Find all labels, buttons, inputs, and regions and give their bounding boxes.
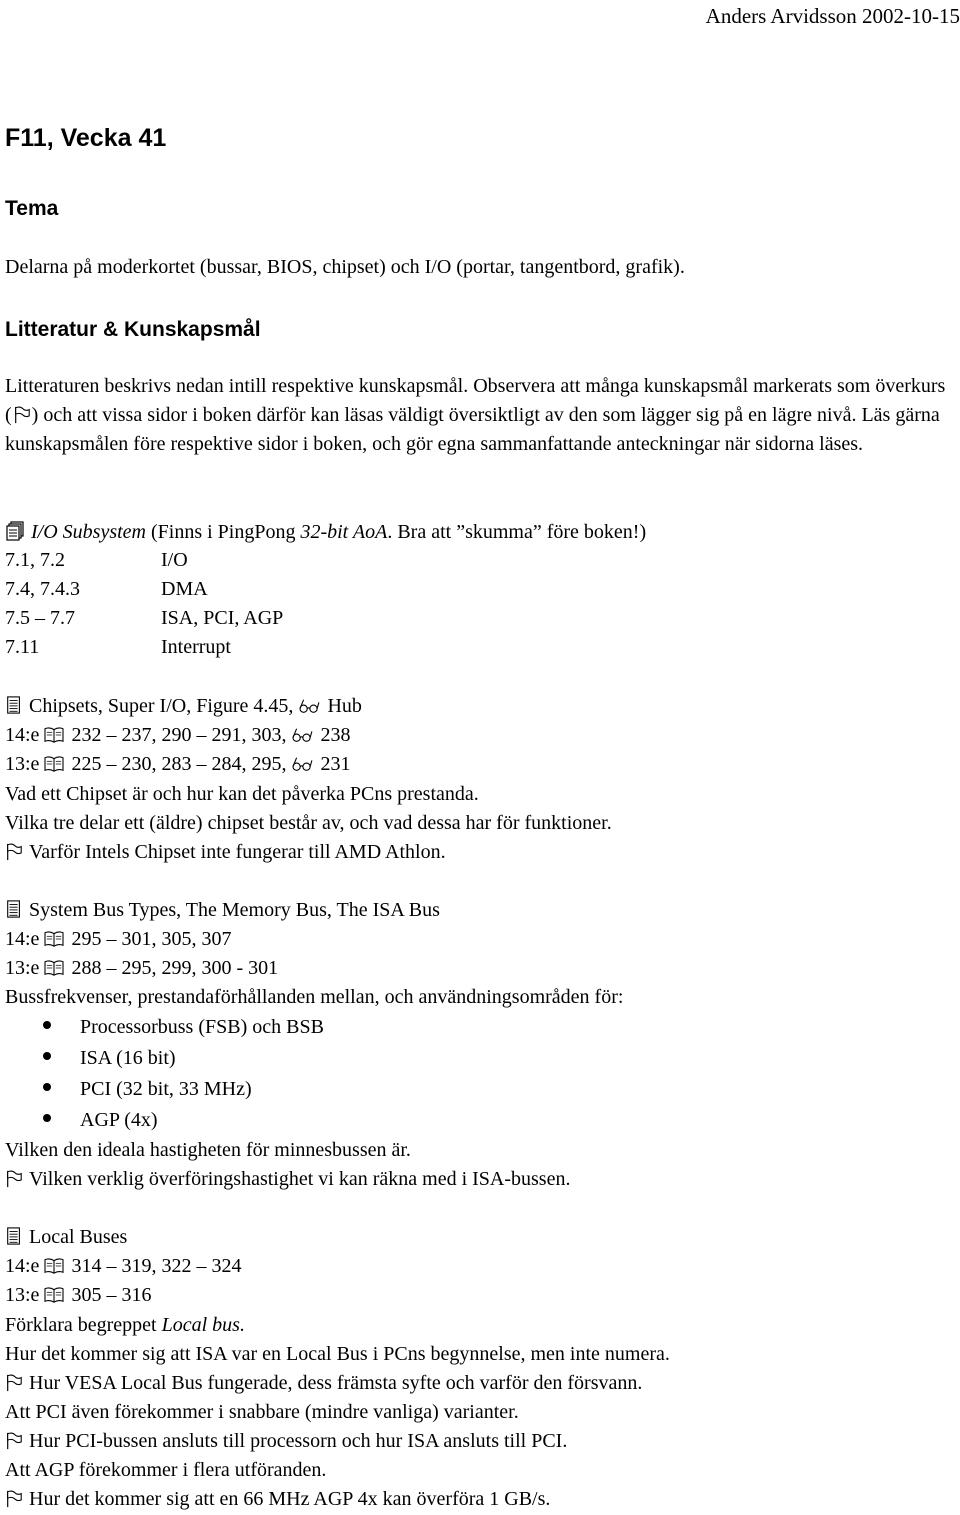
pages-icon [5,521,25,541]
local-buses-line: Hur det kommer sig att ISA var en Local Bus i PCns begynnelse, men inte numera. [5,1343,670,1365]
litteratur-text-1: Litteraturen beskrivs nedan intill respektive kunskapsmål. Observera att många kunskapsmål markerats som överkurs ( [5,375,946,426]
tema-heading: Tema [5,197,59,220]
bullet-item [43,1109,158,1132]
io-row [5,548,188,572]
advanced-text: Hur VESA Local Bus fungerade, dess främsta syfte och varför den försvann. [29,1372,643,1394]
local-buses-line: Att PCI även förekommer i snabbare (mindre vanliga) varianter. [5,1401,519,1423]
book-icon [43,726,65,744]
header-author-date: Anders Arvidsson 2002-10-15 [705,4,960,28]
io-row [5,606,284,630]
local-buses-advanced [5,1371,642,1395]
edition-label: 14:e [5,928,40,950]
local-buses-title-text: Local Buses [29,1226,128,1248]
system-bus-edition-14 [5,927,231,951]
book-icon [43,755,65,773]
litteratur-heading: Litteratur & Kunskapsmål [5,318,261,341]
system-bus-title [5,898,440,922]
local-buses-edition-14 [5,1254,241,1278]
page-title: F11, Vecka 41 [5,124,167,152]
edition-label: 14:e [5,1255,40,1277]
glasses-icon [298,697,320,715]
io-row-topic: ISA, PCI, AGP [161,607,284,629]
book-icon [43,1286,65,1304]
io-row-ref: 7.5 – 7.7 [5,607,75,629]
local-buses-line [5,1313,245,1337]
io-title-rest1: (Finns i PingPong [145,521,301,543]
chipsets-advanced [5,840,446,864]
edition-pages: 295 – 301, 305, 307 [71,928,232,950]
flag-icon [5,1432,23,1450]
chipsets-title [5,694,362,718]
local-buses-edition-13 [5,1283,151,1307]
system-bus-advanced [5,1167,570,1191]
edition-pages: 288 – 295, 299, 300 - 301 [71,957,279,979]
chipsets-line: Vad ett Chipset är och hur kan det påverka PCns prestanda. [5,783,479,805]
edition-pages-extra: 238 [315,724,351,746]
io-title-rest2: . Bra att ”skumma” före boken!) [387,521,647,543]
bullet-dot [43,1114,51,1122]
io-row-topic: Interrupt [161,636,231,658]
edition-pages: 232 – 237, 290 – 291, 303, [71,724,292,746]
bullet-dot [43,1083,51,1091]
edition-pages: 225 – 230, 283 – 284, 295, [71,753,292,775]
chipsets-title-2: Hub [322,695,362,717]
chipsets-edition-14 [5,723,350,747]
bullet-dot [43,1052,51,1060]
chipsets-edition-13 [5,752,350,776]
edition-pages-extra: 231 [315,753,351,775]
advanced-text: Vilken verklig överföringshastighet vi kan räkna med i ISA-bussen. [29,1168,571,1190]
io-title-italic: I/O Subsystem [31,521,146,543]
local-buses-line1-italic: Local bus. [161,1314,245,1336]
document-icon [5,695,23,715]
io-row-topic: DMA [161,578,208,600]
bullet-text: AGP (4x) [80,1109,158,1131]
edition-pages: 305 – 316 [71,1284,152,1306]
io-row [5,635,231,659]
flag-icon [5,1490,23,1508]
flag-icon [13,406,31,424]
litteratur-paragraph [5,372,955,459]
local-buses-line: Att AGP förekommer i flera utföranden. [5,1459,327,1481]
system-bus-edition-13 [5,956,278,980]
local-buses-line1-text: Förklara begreppet [5,1314,162,1336]
glasses-icon [291,726,313,744]
io-row-topic: I/O [161,549,188,571]
advanced-text: Varför Intels Chipset inte fungerar till AMD Athlon. [29,841,446,863]
edition-label: 14:e [5,724,40,746]
local-buses-advanced [5,1429,567,1453]
system-bus-intro: Bussfrekvenser, prestandaförhållanden mellan, och användningsområden för: [5,986,624,1008]
bullet-text: Processorbuss (FSB) och BSB [80,1016,324,1038]
tema-text: Delarna på moderkortet (bussar, BIOS, chipset) och I/O (portar, tangentbord, grafik). [5,256,685,278]
io-row-ref: 7.1, 7.2 [5,549,65,571]
chipsets-title-1: Chipsets, Super I/O, Figure 4.45, [29,695,299,717]
edition-label: 13:e [5,753,40,775]
flag-icon [5,1170,23,1188]
book-icon [43,959,65,977]
bullet-item [43,1016,324,1039]
book-icon [43,1257,65,1275]
bullet-item [43,1078,252,1101]
io-title-italic2: 32-bit AoA [300,521,388,543]
edition-label: 13:e [5,957,40,979]
io-row-ref: 7.11 [5,636,40,658]
bullet-item [43,1047,176,1070]
glasses-icon [291,755,313,773]
system-bus-line: Vilken den ideala hastigheten för minnesbussen är. [5,1139,411,1161]
chipsets-line: Vilka tre delar ett (äldre) chipset består av, och vad dessa har för funktioner. [5,812,612,834]
local-buses-title [5,1225,127,1249]
document-icon [5,899,23,919]
io-row [5,577,208,601]
bullet-dot [43,1021,51,1029]
flag-icon [5,1374,23,1392]
book-icon [43,930,65,948]
litteratur-text-2: ) och att vissa sidor i boken därför kan läsas väldigt översiktligt av den som lägger sig på en lägre nivå. Läs gärna kunskapsmålen före respektive sidor i boken, och gör egna sammanfattande anteckningar när sidorna läses. [5,404,940,455]
document-icon [5,1226,23,1246]
local-buses-advanced [5,1487,550,1511]
bullet-text: ISA (16 bit) [80,1047,176,1069]
system-bus-title-text: System Bus Types, The Memory Bus, The ISA Bus [29,899,440,921]
edition-pages: 314 – 319, 322 – 324 [71,1255,242,1277]
bullet-text: PCI (32 bit, 33 MHz) [80,1078,252,1100]
io-row-ref: 7.4, 7.4.3 [5,578,80,600]
io-subsystem-title [5,520,646,544]
advanced-text: Hur PCI-bussen ansluts till processorn och hur ISA ansluts till PCI. [29,1430,568,1452]
edition-label: 13:e [5,1284,40,1306]
flag-icon [5,843,23,861]
advanced-text: Hur det kommer sig att en 66 MHz AGP 4x kan överföra 1 GB/s. [29,1488,551,1510]
